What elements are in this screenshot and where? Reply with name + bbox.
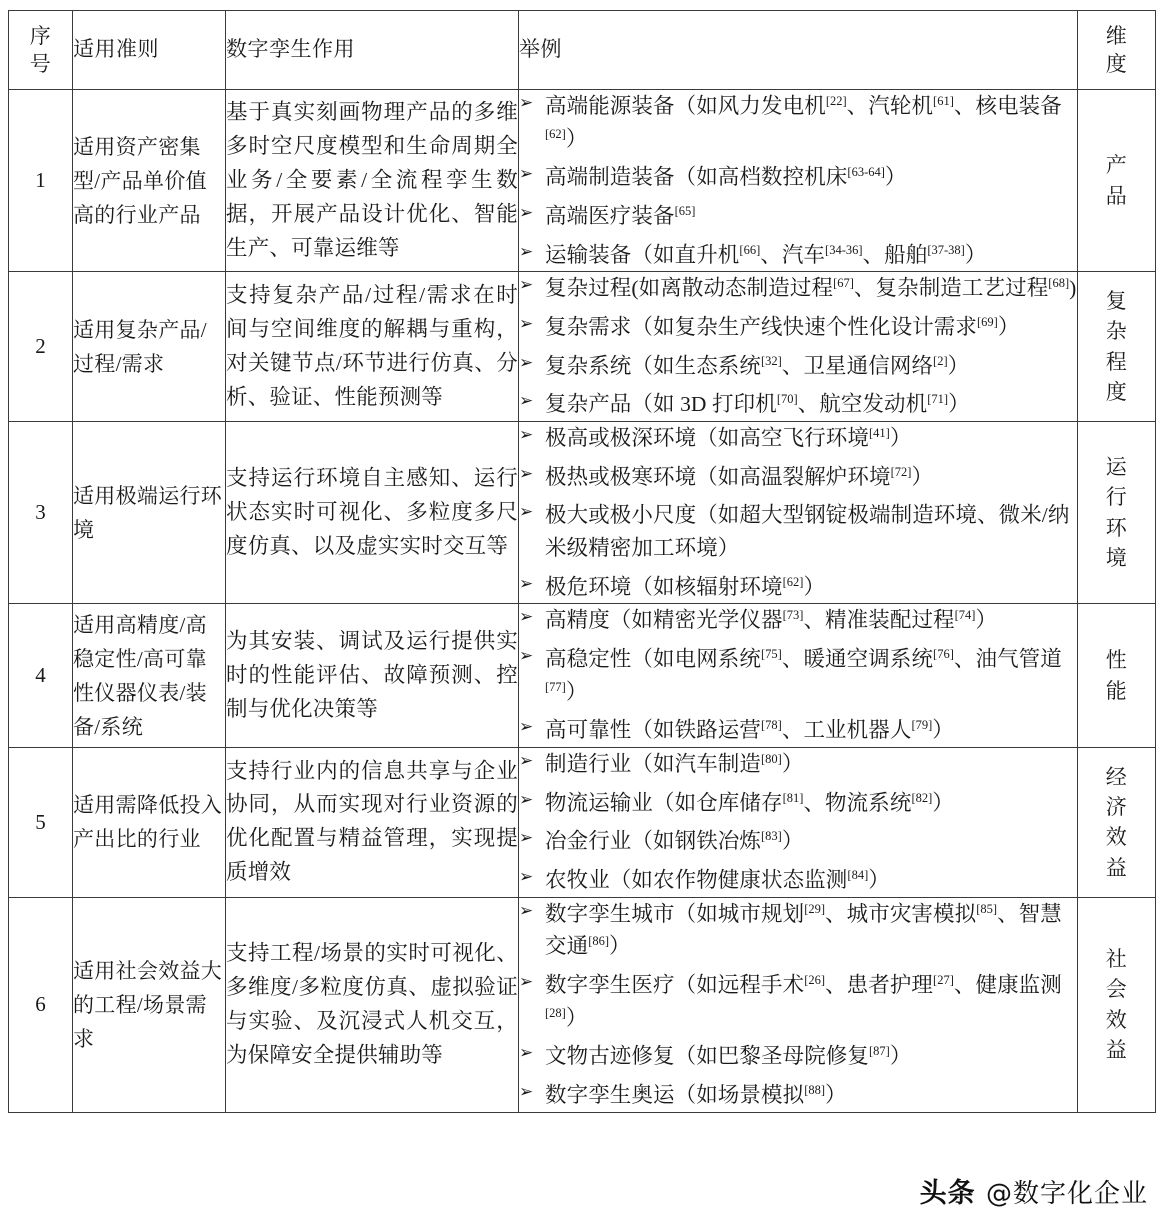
role-cell: 支持工程/场景的实时可视化、多维度/多粒度仿真、虚拟验证与实验、及沉浸式人机交互，为保障安全提供辅助等 [226,897,519,1112]
reference-marker: [34-36] [825,242,863,257]
example-item [519,200,1077,233]
arrow-bullet-icon: ➢ [519,314,534,335]
example-cell [519,748,1078,898]
example-cell [519,897,1078,1112]
example-text: 运输装备（如直升机[66]、汽车[34-36]、船舶[37-38]） [545,242,987,267]
criteria-table-container [8,10,1156,1113]
example-list [519,272,1077,421]
example-text: 高精度（如精密光学仪器[73]、精准装配过程[74]） [545,608,998,633]
dimension-vertical-text: 社 会 效 益 [1105,946,1128,1063]
criteria-table-body [9,90,1156,1113]
reference-marker: [70] [776,392,798,407]
reference-marker: [65] [674,203,696,218]
dimension-cell [1078,272,1156,422]
row-number: 1 [9,90,73,272]
example-item [519,1079,1077,1112]
arrow-bullet-icon: ➢ [519,828,534,849]
reference-marker: [72] [890,464,912,479]
arrow-bullet-icon: ➢ [519,1043,534,1064]
arrow-bullet-icon: ➢ [519,203,534,224]
reference-marker: [84] [847,867,869,882]
example-text: 极热或极寒环境（如高温裂解炉环境[72]） [545,464,934,489]
example-list [519,604,1077,747]
column-header-role: 数字孪生作用 [226,11,519,90]
example-list [519,898,1077,1112]
reference-marker: [29] [804,901,826,916]
example-text: 复杂过程(如离散动态制造过程[67]、复杂制造工艺过程[68]) [545,276,1077,301]
reference-marker: [78] [761,718,782,733]
example-text: 高稳定性（如电网系统[75]、暖通空调系统[76]、油气管道[77]） [545,646,1062,704]
example-text: 高端能源装备（如风力发电机[22]、汽轮机[61]、核电装备[62]） [545,93,1062,151]
example-item [519,864,1077,897]
example-text: 文物古迹修复（如巴黎圣母院修复[87]） [545,1044,912,1069]
reference-marker: [77] [545,679,566,694]
dimension-cell [1078,90,1156,272]
row-number: 5 [9,748,73,898]
example-item [519,239,1077,272]
criteria-table [8,10,1156,1113]
reference-marker: [32] [761,353,782,368]
example-text: 高端制造装备（如高档数控机床[63-64]） [545,165,907,190]
example-list [519,748,1077,897]
arrow-bullet-icon: ➢ [519,425,534,446]
arrow-bullet-icon: ➢ [519,1082,534,1103]
reference-marker: [37-38] [927,242,965,257]
reference-marker: [75] [761,646,782,661]
example-list [519,90,1077,271]
table-row [9,604,1156,748]
dimension-vertical-text: 性 能 [1105,648,1128,703]
example-item [519,571,1077,604]
dimension-vertical-text: 产 品 [1105,153,1128,208]
arrow-bullet-icon: ➢ [519,607,534,628]
arrow-bullet-icon: ➢ [519,352,534,373]
example-text: 制造行业（如汽车制造[80]） [545,751,804,777]
arrow-bullet-icon: ➢ [519,646,534,667]
reference-marker: [68] [1048,276,1070,291]
table-row [9,90,1156,272]
example-item [519,422,1077,455]
example-item [519,748,1077,781]
arrow-bullet-icon: ➢ [519,900,534,921]
reference-marker: [2] [933,353,948,368]
example-text: 物流运输业（如仓库储存[81]、物流系统[82]） [545,790,954,815]
reference-marker: [62] [545,126,566,141]
example-text: 复杂需求（如复杂生产线快速个性化设计需求[69]） [545,314,1020,340]
arrow-bullet-icon: ➢ [519,502,534,523]
reference-marker: [76] [933,646,954,661]
dimension-vertical-text: 经 济 效 益 [1105,764,1128,880]
reference-marker: [85] [976,901,998,916]
arrow-bullet-icon: ➢ [519,391,534,412]
reference-marker: [74] [954,608,976,623]
arrow-bullet-icon: ➢ [519,275,534,296]
arrow-bullet-icon: ➢ [519,93,534,113]
arrow-bullet-icon: ➢ [519,972,534,993]
role-cell: 支持运行环境自主感知、运行状态实时可视化、多粒度多尺度仿真、以及虚实实时交互等 [226,422,519,604]
example-item [519,1040,1077,1073]
example-text: 数字孪生奥运（如场景模拟[88]） [545,1082,847,1108]
example-cell [519,422,1078,604]
row-number: 2 [9,272,73,422]
watermark-handle: @数字化企业 [985,1179,1148,1209]
reference-marker: [81] [782,790,804,805]
column-header-dimension [1078,11,1156,90]
example-item [519,643,1077,708]
example-text: 农牧业（如农作物健康状态监测[84]） [545,867,890,893]
arrow-bullet-icon: ➢ [519,241,534,262]
example-item [519,388,1077,421]
arrow-bullet-icon: ➢ [519,867,534,888]
arrow-bullet-icon: ➢ [519,751,534,772]
criterion-cell: 适用极端运行环境 [73,422,226,604]
example-item [519,90,1077,155]
dimension-vertical-text: 运 行 环 境 [1105,454,1128,571]
column-header-example: 举例 [519,11,1078,90]
example-item [519,714,1077,747]
table-row [9,422,1156,604]
arrow-bullet-icon: ➢ [519,573,534,594]
role-cell: 基于真实刻画物理产品的多维多时空尺度模型和生命周期全业务/全要素/全流程孪生数据，开展产品设计优化、智能生产、可靠运维等 [226,90,519,272]
example-cell [519,272,1078,422]
reference-marker: [22] [825,93,847,108]
arrow-bullet-icon: ➢ [519,717,534,738]
reference-marker: [88] [804,1082,826,1097]
example-text: 极大或极小尺度（如超大型钢锭极端制造环境、微米/纳米级精密加工环境） [545,503,1070,561]
criterion-cell: 适用社会效益大的工程/场景需求 [73,897,226,1112]
table-row [9,897,1156,1112]
example-text: 极危环境（如核辐射环境[62]） [545,574,826,599]
reference-marker: [41] [869,425,890,440]
example-item [519,161,1077,194]
reference-marker: [67] [833,276,854,291]
dimension-vertical-text: 复 杂 程 度 [1105,288,1128,405]
dimension-cell [1078,897,1156,1112]
column-header-number-vertical: 序 号 [29,23,52,76]
reference-marker: [83] [761,829,782,844]
reference-marker: [87] [869,1044,890,1059]
criterion-cell: 适用资产密集型/产品单价值高的行业产品 [73,90,226,272]
watermark [920,1171,1148,1210]
example-text: 极高或极深环境（如高空飞行环境[41]） [545,425,912,451]
reference-marker: [69] [977,314,998,329]
reference-marker: [27] [933,972,954,987]
example-cell [519,604,1078,748]
example-item [519,898,1077,963]
example-item [519,825,1077,858]
example-text: 数字孪生医疗（如远程手术[26]、患者护理[27]、健康监测[28]） [545,972,1062,1030]
row-number: 6 [9,897,73,1112]
example-item [519,461,1077,494]
criterion-cell: 适用复杂产品/过程/需求 [73,272,226,422]
reference-marker: [82] [911,790,933,805]
example-text: 复杂系统（如生态系统[32]、卫星通信网络[2]） [545,353,970,378]
reference-marker: [26] [804,972,826,987]
example-item [519,350,1077,383]
example-text: 高端医疗装备[65] [545,203,696,229]
example-cell [519,90,1078,272]
example-text: 冶金行业（如钢铁冶炼[83]） [545,829,804,854]
reference-marker: [80] [761,751,782,766]
example-item [519,499,1077,564]
example-item [519,311,1077,344]
reference-marker: [63-64] [847,165,885,180]
reference-marker: [28] [545,1005,566,1020]
example-item [519,787,1077,820]
dimension-cell [1078,748,1156,898]
reference-marker: [73] [782,608,804,623]
criterion-cell: 适用高精度/高稳定性/高可靠性仪器仪表/装备/系统 [73,604,226,748]
arrow-bullet-icon: ➢ [519,164,534,185]
table-header-row [9,11,1156,90]
reference-marker: [61] [933,93,954,108]
column-header-number [9,11,73,90]
dimension-cell [1078,604,1156,748]
table-row [9,748,1156,898]
column-header-criterion: 适用准则 [73,11,226,90]
example-text: 复杂产品（如 3D 打印机[70]、航空发动机[71]） [545,392,970,417]
watermark-prefix: 头条 [919,1178,976,1209]
table-row [9,272,1156,422]
reference-marker: [79] [911,718,933,733]
role-cell: 为其安装、调试及运行提供实时的性能评估、故障预测、控制与优化决策等 [226,604,519,748]
example-list [519,422,1077,603]
dimension-cell [1078,422,1156,604]
criterion-cell: 适用需降低投入产出比的行业 [73,748,226,898]
row-number: 4 [9,604,73,748]
row-number: 3 [9,422,73,604]
example-item [519,272,1077,305]
example-item [519,969,1077,1034]
role-cell: 支持行业内的信息共享与企业协同，从而实现对行业资源的优化配置与精益管理，实现提质增效 [226,748,519,898]
reference-marker: [86] [588,934,610,949]
reference-marker: [71] [927,392,949,407]
column-header-dimension-vertical: 维 度 [1105,23,1128,76]
example-item [519,604,1077,637]
example-text: 数字孪生城市（如城市规划[29]、城市灾害模拟[85]、智慧交通[86]） [545,901,1062,959]
role-cell: 支持复杂产品/过程/需求在时间与空间维度的解耦与重构，对关键节点/环节进行仿真、分析、验证、性能预测等 [226,272,519,422]
reference-marker: [66] [739,242,761,257]
arrow-bullet-icon: ➢ [519,463,534,484]
arrow-bullet-icon: ➢ [519,789,534,810]
reference-marker: [62] [782,574,804,589]
example-text: 高可靠性（如铁路运营[78]、工业机器人[79]） [545,718,954,743]
